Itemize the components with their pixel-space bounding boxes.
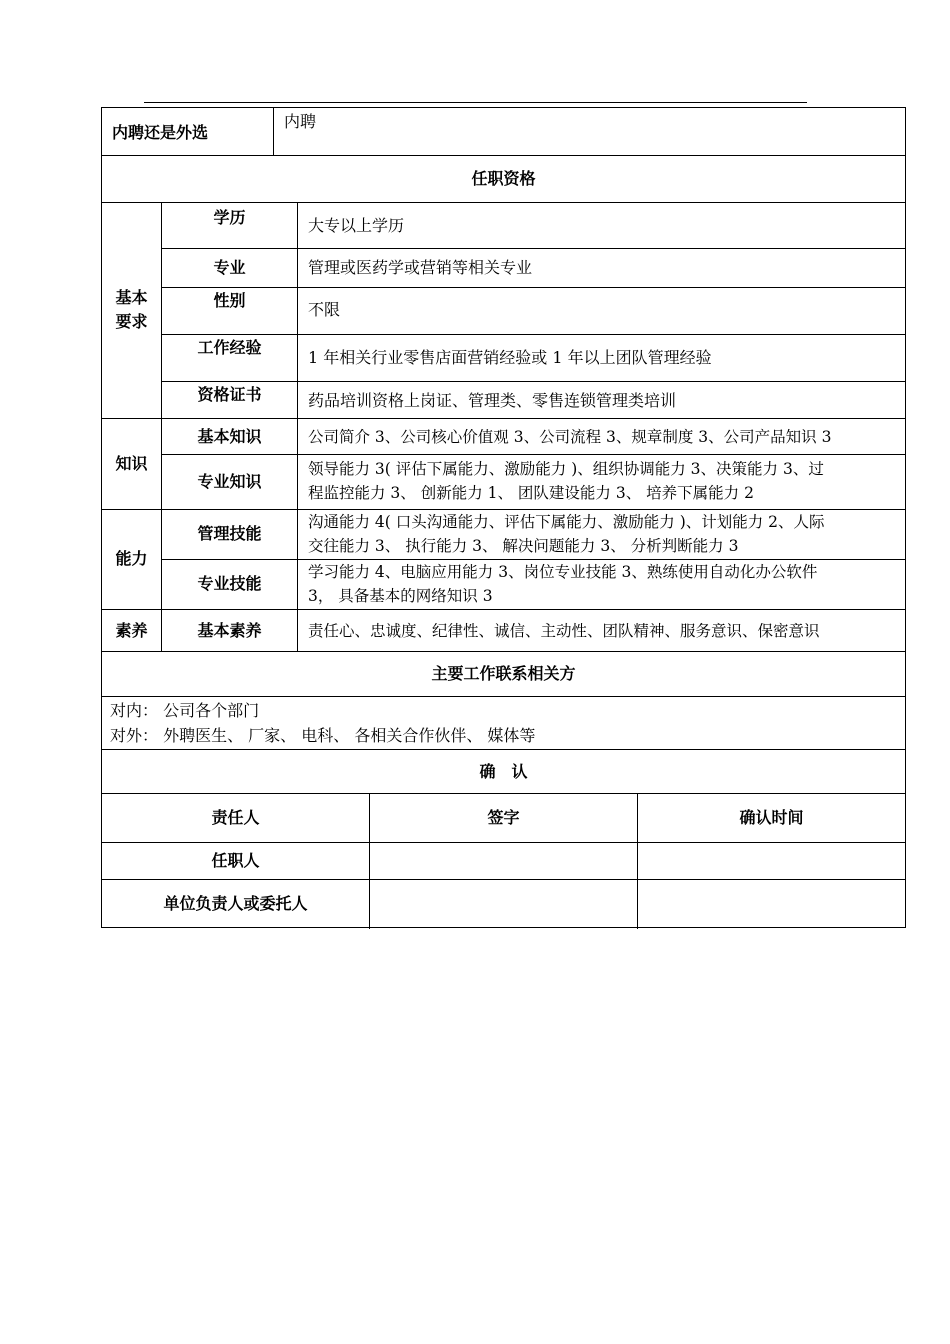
confirm-header-time: 确认时间: [739, 808, 804, 827]
contacts-internal: 对内： 公司各个部门: [110, 701, 260, 720]
group-basic-requirements-label: 基本要求: [115, 288, 148, 331]
divider: [161, 287, 905, 288]
contacts-external: 对外： 外聘医生、 厂家、 电科、 各相关合作伙伴、 媒体等: [110, 726, 536, 745]
divider: [161, 381, 905, 382]
confirm-incumbent-time: [638, 843, 905, 879]
recruitment-type-label: 内聘还是外选: [112, 123, 209, 142]
value-professional-knowledge: [298, 457, 905, 507]
confirm-header-person: 责任人: [211, 808, 260, 827]
confirm-row-unit-head: 单位负责人或委托人: [163, 893, 308, 913]
confirm-unit-head-signature: [370, 880, 637, 927]
value-certificate: 药品培训资格上岗证、管理类、零售连锁管理类培训: [308, 391, 677, 410]
confirm-header-signature: 签字: [487, 808, 520, 827]
value-basic-literacy: 责任心、忠诚度、纪律性、诚信、主动性、团队精神、服务意识、保密意识: [308, 621, 820, 640]
value-basic-knowledge: 公司简介 3、公司核心价值观 3、公司流程 3、规章制度 3、公司产品知识 3: [308, 427, 832, 446]
value-work-experience: 1 年相关行业零售店面营销经验或 1 年以上团队管理经验: [308, 348, 712, 367]
label-professional-knowledge: 专业知识: [197, 471, 262, 491]
section-confirm: 确 认: [479, 761, 528, 781]
divider: [102, 202, 905, 203]
section-contacts: 主要工作联系相关方: [431, 664, 576, 683]
value-major: 管理或医药学或营销等相关专业: [308, 258, 533, 277]
professional-skills-line2: 3， 具备基本的网络知识 3: [308, 587, 493, 605]
label-major: 专业: [213, 258, 246, 277]
group-basic-requirements: [102, 202, 161, 418]
management-skills-line1: 沟通能力 4( 口头沟通能力、评估下属能力、激励能力 )、计划能力 2、人际: [308, 513, 825, 531]
divider: [161, 334, 905, 335]
recruitment-type-value: 内聘: [284, 112, 317, 131]
professional-skills-line1: 学习能力 4、电脑应用能力 3、岗位专业技能 3、熟练使用自动化办公软件: [308, 563, 818, 581]
value-management-skills: [298, 510, 905, 558]
confirm-unit-head-time: [638, 880, 905, 927]
group-ability: 能力: [115, 549, 148, 568]
label-basic-literacy: 基本素养: [197, 620, 262, 640]
confirm-row-incumbent: 任职人: [211, 851, 260, 870]
divider: [102, 696, 905, 697]
label-education: 学历: [213, 208, 246, 227]
section-qualification: 任职资格: [471, 169, 536, 188]
label-gender: 性别: [213, 291, 246, 310]
label-work-experience: 工作经验: [197, 338, 262, 357]
label-basic-knowledge: 基本知识: [197, 426, 262, 446]
job-requirements-table: [101, 107, 906, 928]
professional-knowledge-line1: 领导能力 3( 评估下属能力、激励能力 )、组织协调能力 3、决策能力 3、过: [308, 460, 824, 478]
label-management-skills: 管理技能: [197, 524, 262, 543]
group-literacy: 素养: [115, 620, 148, 640]
value-professional-skills: [298, 560, 905, 608]
value-education: 大专以上学历: [308, 216, 405, 235]
confirm-incumbent-signature: [370, 843, 637, 879]
header-rule: [144, 102, 807, 103]
management-skills-line2: 交往能力 3、 执行能力 3、 解决问题能力 3、 分析判断能力 3: [308, 537, 739, 555]
label-professional-skills: 专业技能: [197, 574, 262, 593]
value-gender: 不限: [308, 300, 341, 319]
contacts-block: [110, 698, 900, 748]
group-knowledge: 知识: [115, 454, 148, 473]
label-certificate: 资格证书: [197, 385, 262, 404]
professional-knowledge-line2: 程监控能力 3、 创新能力 1、 团队建设能力 3、 培养下属能力 2: [308, 484, 754, 502]
